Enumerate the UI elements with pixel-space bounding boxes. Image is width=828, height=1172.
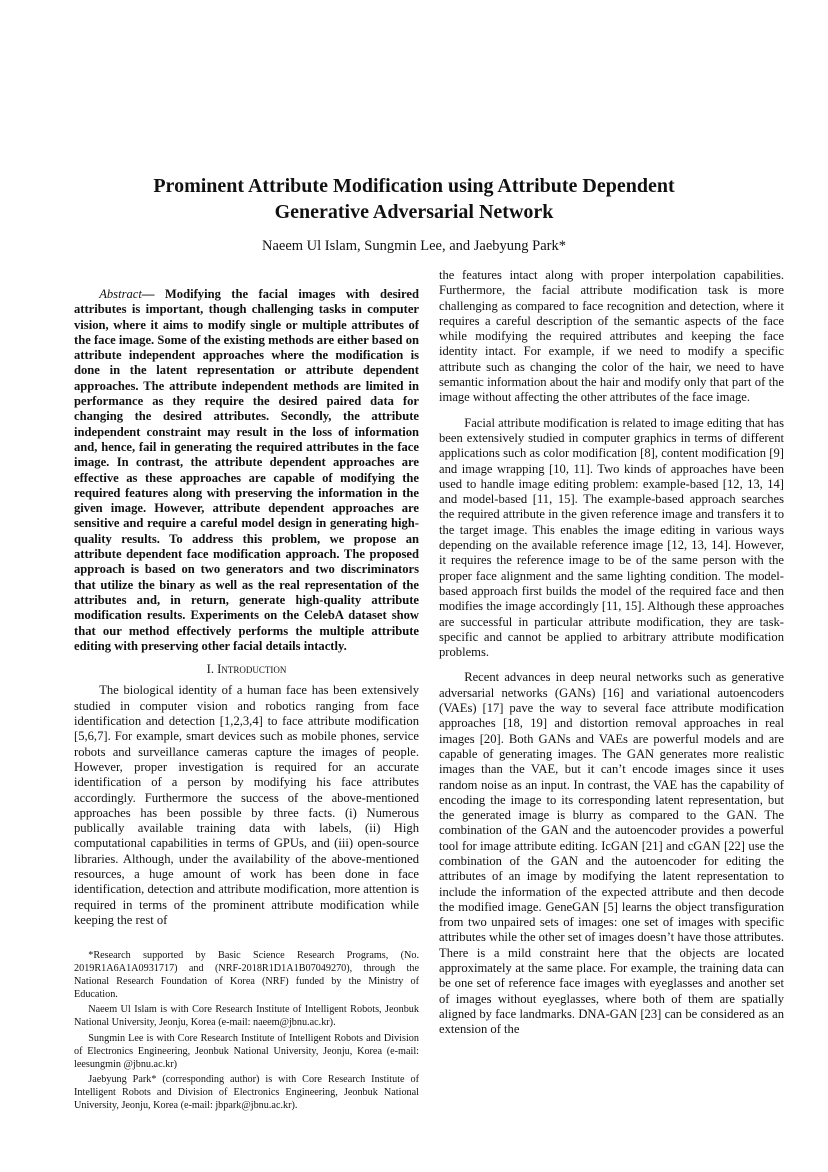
left-column bbox=[74, 268, 419, 1116]
title-line-1: Prominent Attribute Modification using Attribute Dependent bbox=[153, 175, 675, 197]
intro-paragraph-continued: the features intact along with proper interpolation capabilities. Furthermore, the facial attribute modification task is more challenging as compared to face recognition and detection, where it requires a careful description of the semantic aspects of the face while modifying the required attributes and keeping the face identity intact. For example, if we need to modify a specific attribute such as changing the color of the hair, we need to have semantic information about the hair and modify only that part of the image without affecting the other attributes of the face image. bbox=[439, 268, 784, 405]
footnote-author-2: Sungmin Lee is with Core Research Institute of Intelligent Robots and Division of Electronics Engineering, Jeonbuk National University, Jeonju, Korea (e-mail: leesungmin @jbnu.ac.kr) bbox=[74, 1032, 419, 1070]
abstract-text: — Modifying the facial images with desired attributes is important, though challenging tasks in computer vision, where it aims to modify single or multiple attributes of the face image. Some of the existing methods are either based on attribute independent approaches where the modification is done in the latent representation or attribute dependent approaches. The attribute independent methods are limited in performance as they require the desired paired data for changing the desired attributes. Secondly, the attribute independent constraint may result in the loss of information and, hence, fail in generating the required attributes in the face image. In contrast, the attribute dependent approaches are effective as these approaches are capable of modifying the required features along with preserving the information in the given image. However, attribute dependent approaches are sensitive and require a careful model design in generating high-quality results. To address this problem, we propose an attribute dependent face modification approach. The proposed approach is based on two generators and two discriminators that utilize the binary as well as the real representation of the attributes and, in return, generate high-quality attribute modification results. Experiments on the CelebA dataset show that our method effectively performs the multiple attribute editing with preserving other facial details intactly. bbox=[74, 287, 419, 653]
section-heading-introduction bbox=[74, 662, 419, 677]
paper-title bbox=[60, 173, 768, 225]
title-line-2: Generative Adversarial Network bbox=[274, 201, 554, 223]
footnote-author-1: Naeem Ul Islam is with Core Research Institute of Intelligent Robots, Jeonbuk National University, Jeonju, Korea (e-mail: naeem@jbnu.ac.kr). bbox=[74, 1004, 419, 1029]
intro-paragraph-3: Recent advances in deep neural networks such as generative adversarial networks (GANs) [16] and variational autoencoders (VAEs) [17] pave the way to several face attribute modification approaches [18, 19] and distortion removal approaches in real images [20]. Both GANs and VAEs are powerful models and are capable of generating images. The GAN generates more realistic images than the VAE, but it can’t encode images since it uses random noise as an input. In contrast, the VAE has the capability of encoding the image to its corresponding latent representation, but the generated image is blurry as compared to the GAN. The combination of the GAN and the autoencoder provides a powerful tool for image attribute editing. IcGAN [21] and cGAN [22] use the combination of the GAN and the autoencoder for editing the attributes of an image by modifying the latent representation to include the information of the expected attribute and then decode the modified image. GeneGAN [5] learns the object transfiguration from two unpaired sets of images: one set of images with specific attributes while the other set of images doesn’t have those attributes. There is a mild constraint here that the objects are located approximately at the same place. For example, the training data can be one set of reference face images with eyeglasses and another set of images without eyeglasses, where both of them are spatially aligned by face landmarks. DNA-GAN [23] can be considered as an extension of the bbox=[439, 670, 784, 1037]
section-number: I. bbox=[206, 662, 214, 677]
footnotes bbox=[74, 950, 419, 1113]
right-column bbox=[439, 268, 784, 1038]
footnote-author-3: Jaebyung Park* (corresponding author) is with Core Research Institute of Intelligent Robots and Division of Electronics Engineering, Jeonbuk National University, Jeonju, Korea (e-mail: jbpark@jbnu.ac.kr). bbox=[74, 1074, 419, 1111]
intro-paragraph-2: Facial attribute modification is related to image editing that has been extensively studied in computer graphics in terms of different applications such as color modification [8], content modification [9] and image wrapping [10, 11]. Two kinds of approaches have been used to handle image editing problem: example-based [12, 13, 14] and model-based [11, 15]. The example-based approach searches the required attribute in the given reference image and transfers it to the target image. This enables the image editing in various ways depending on the available reference image [12, 13, 14]. However, it requires the reference image to be of the same person with the proper face alignment and the same lighting condition. The model-based approach first builds the model of the required face and then modifies the image accordingly [11, 15]. Although these approaches are successful in particular attribute modification, they are task-specific and cannot be applied to arbitrary attribute modification problems. bbox=[439, 415, 784, 660]
section-title: Introduction bbox=[217, 662, 287, 677]
abstract-label: Abstract bbox=[99, 287, 142, 301]
author-list: Naeem Ul Islam, Sungmin Lee, and Jaebyung Park* bbox=[261, 238, 567, 254]
footnote-funding: *Research supported by Basic Science Research Programs, (No. 2019R1A6A1A0931717) and (NRF-2018R1D1A1B07049270), through the National Research Foundation of Korea (NRF) funded by the Ministry of Education. bbox=[74, 950, 419, 1000]
intro-paragraph-1: The biological identity of a human face has been extensively studied in computer vision and robotics ranging from face identification and detection [1,2,3,4] to face attribute modification [5,6,7]. For example, smart devices such as mobile phones, service robots and surveillance cameras capture the images of people. However, proper investigation is required for an accurate identification of a person by modifying his face attributes accordingly. Furthermore the success of the above-mentioned approaches has been possible by three facts. (i) Numerous publically available training data with labels, (ii) High computational capabilities in terms of GPUs, and (iii) open-source libraries. Although, under the availability of the above-mentioned resources, a huge amount of work has been done in face identification, detection and attribute modification, more attention is required in terms of the prominent attribute modification while keeping the rest of bbox=[74, 683, 419, 927]
abstract bbox=[74, 287, 419, 654]
